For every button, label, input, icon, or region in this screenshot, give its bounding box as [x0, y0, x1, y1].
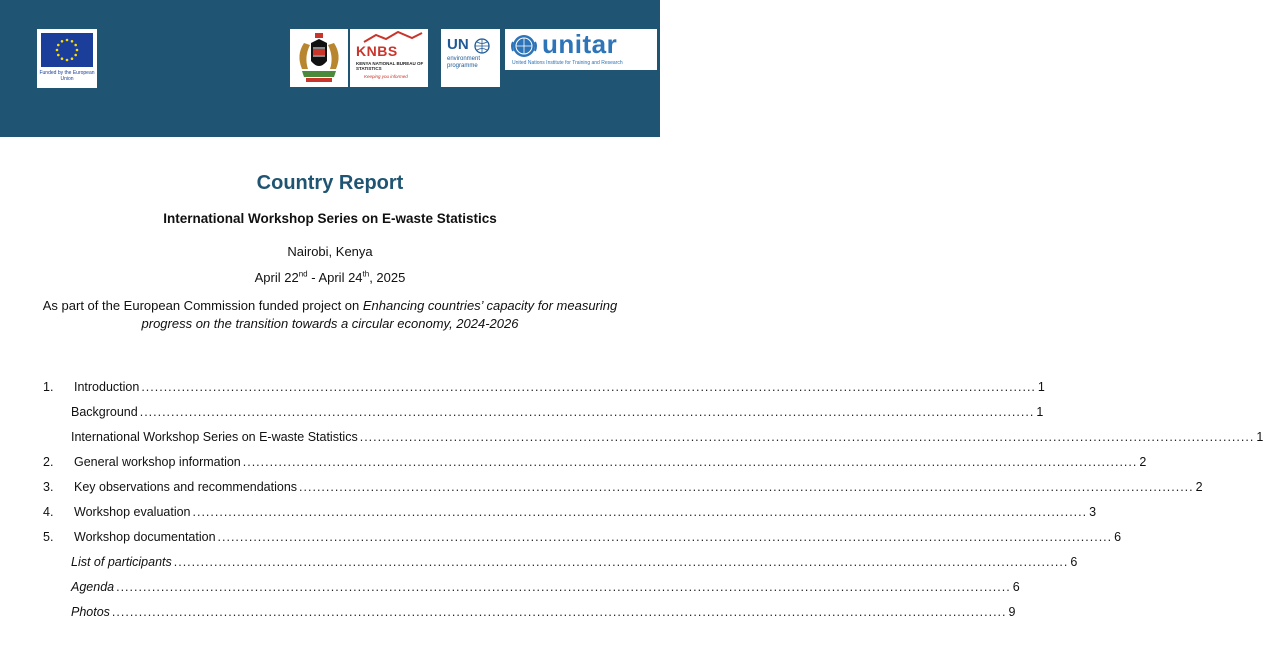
report-dates — [0, 270, 660, 285]
toc-entry[interactable] — [71, 580, 1020, 600]
toc-entry[interactable] — [43, 480, 1203, 500]
toc-entry[interactable] — [43, 455, 1147, 475]
unitar-subtitle: United Nations Institute for Training and Research — [512, 60, 623, 66]
knbs-tagline: Keeping you informed — [364, 74, 408, 79]
toc-leader-dots: ........................................................................................................................................................................................................ — [141, 380, 1036, 394]
end-date: April 24 — [318, 270, 363, 285]
toc-entry-number: 4. — [43, 505, 54, 519]
toc-entry-label: General workshop information — [74, 455, 241, 469]
toc-entry-page: 6 — [1012, 580, 1020, 594]
project-title: Enhancing countries’ capacity for measuring progress on the transition towards a circular economy, 2024-2026 — [141, 298, 618, 331]
unitar-logo — [505, 29, 657, 70]
un-globe-icon — [474, 38, 490, 54]
toc-entry[interactable] — [71, 430, 1263, 450]
toc-entry-page: 1 — [1036, 405, 1044, 419]
toc-leader-dots: ........................................................................................................................................................................................................ — [242, 455, 1138, 469]
report-intro — [40, 297, 620, 333]
intro-text: As part of the European Commission funded project on — [42, 298, 363, 313]
start-date: April 22 — [254, 270, 299, 285]
toc-entry-page: 9 — [1008, 605, 1016, 619]
date-year: , 2025 — [369, 270, 406, 285]
toc-entry-label: Photos — [71, 605, 110, 619]
toc-leader-dots: ........................................................................................................................................................................................................ — [116, 580, 1011, 594]
kenya-coat-of-arms-icon — [290, 29, 348, 87]
toc-leader-dots: ........................................................................................................................................................................................................ — [173, 555, 1069, 569]
eu-logo — [37, 29, 97, 88]
toc-entry-label: International Workshop Series on E-waste Statistics — [71, 430, 358, 444]
report-title: Country Report — [256, 172, 404, 194]
toc-entry-label: Workshop documentation — [74, 530, 216, 544]
toc-entry-page: 2 — [1139, 455, 1147, 469]
toc-entry-label: Workshop evaluation — [74, 505, 191, 519]
toc-entry-number: 1. — [43, 380, 54, 394]
toc-entry-label: List of participants — [71, 555, 172, 569]
end-date-suffix: th — [362, 269, 370, 279]
un-emblem-icon — [510, 33, 538, 59]
toc-entry-label: Introduction — [74, 380, 140, 394]
toc-entry[interactable] — [71, 555, 1078, 575]
toc-entry[interactable] — [71, 605, 1016, 625]
toc-entry-label: Agenda — [71, 580, 115, 594]
knbs-logo — [350, 29, 428, 87]
toc-entry-page: 6 — [1070, 555, 1078, 569]
toc-entry-number: 2. — [43, 455, 54, 469]
toc-entry-number: 3. — [43, 480, 54, 494]
toc-entry-label: Key observations and recommendations — [74, 480, 298, 494]
toc-entry[interactable] — [71, 405, 1044, 425]
eu-caption: Funded by the European Union — [39, 70, 95, 82]
toc-entry-number: 5. — [43, 530, 54, 544]
toc-entry-page: 1 — [1037, 380, 1045, 394]
header-band — [0, 0, 660, 137]
unep-text: environment programme — [447, 56, 481, 69]
toc-leader-dots: ........................................................................................................................................................................................................ — [299, 480, 1194, 494]
eu-flag-icon — [41, 33, 93, 67]
date-separator: - — [307, 270, 319, 285]
toc-entry[interactable] — [43, 505, 1097, 525]
report-subtitle: International Workshop Series on E-waste Statistics — [163, 211, 497, 226]
toc-leader-dots: ........................................................................................................................................................................................................ — [192, 505, 1088, 519]
toc-leader-dots: ........................................................................................................................................................................................................ — [111, 605, 1007, 619]
unep-logo — [441, 29, 500, 87]
toc-entry-page: 3 — [1089, 505, 1097, 519]
toc-entry[interactable] — [43, 380, 1045, 400]
toc-leader-dots: ........................................................................................................................................................................................................ — [217, 530, 1113, 544]
toc-entry-page: 2 — [1195, 480, 1203, 494]
unep-un-text: UN — [447, 36, 469, 53]
report-location: Nairobi, Kenya — [287, 244, 373, 259]
toc-entry-page: 1 — [1256, 430, 1263, 444]
knbs-full-name: KENYA NATIONAL BUREAU OF STATISTICS — [356, 61, 424, 71]
unitar-name: unitar — [542, 29, 618, 59]
toc-entry-label: Background — [71, 405, 138, 419]
knbs-name: KNBS — [356, 43, 398, 59]
toc-entry-page: 6 — [1114, 530, 1122, 544]
toc-entry[interactable] — [43, 530, 1122, 550]
toc-leader-dots: ........................................................................................................................................................................................................ — [139, 405, 1035, 419]
toc-leader-dots: ........................................................................................................................................................................................................ — [359, 430, 1255, 444]
start-date-suffix: nd — [298, 269, 308, 279]
